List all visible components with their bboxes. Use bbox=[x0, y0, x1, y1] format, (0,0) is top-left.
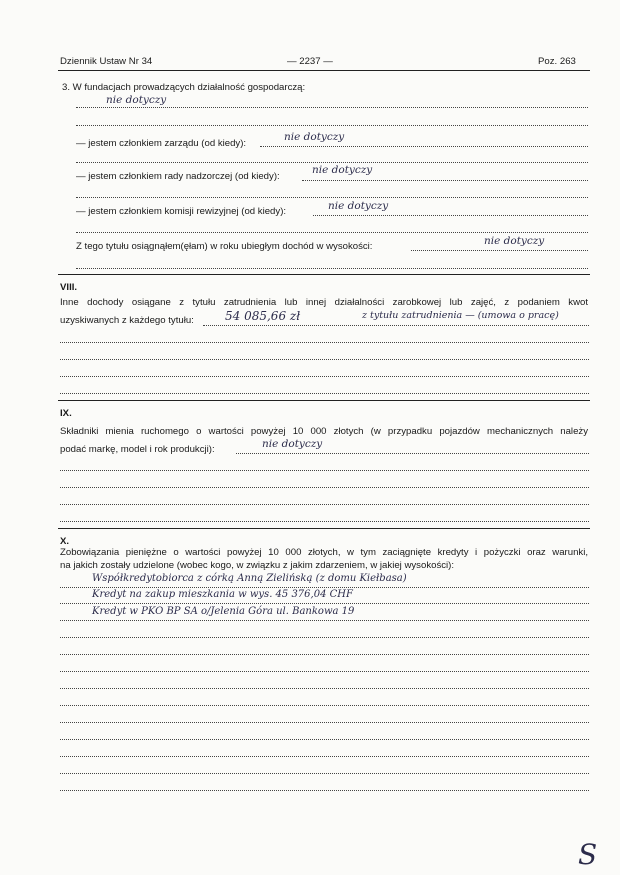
answer-line bbox=[203, 325, 589, 326]
answer-line bbox=[60, 521, 589, 522]
handwritten-initial: S bbox=[578, 838, 598, 871]
answer-line bbox=[60, 376, 589, 377]
position-number: Poz. 263 bbox=[538, 56, 576, 67]
section-x-answer-1: Współkredytobiorca z córką Anną Zielińską (z domu Kiełbasa) bbox=[92, 573, 407, 584]
answer-line bbox=[76, 125, 588, 126]
page-number: — 2237 — bbox=[287, 56, 333, 67]
section-viii-numeral: VIII. bbox=[60, 282, 78, 293]
section-ix-answer: nie dotyczy bbox=[262, 438, 323, 450]
answer-line bbox=[60, 671, 589, 672]
answer-line bbox=[60, 756, 589, 757]
header-rule bbox=[58, 70, 590, 71]
supervisory-board-label: — jestem członkiem rady nadzorczej (od kiedy): bbox=[76, 171, 280, 182]
item3-answer: nie dotyczy bbox=[106, 94, 167, 106]
section-divider bbox=[58, 274, 590, 275]
answer-line bbox=[60, 722, 589, 723]
section-x-answer-3: Kredyt w PKO BP SA o/Jelenia Góra ul. Bankowa 19 bbox=[92, 606, 355, 617]
section-ix-label: podać markę, model i rok produkcji): bbox=[60, 444, 215, 455]
board-member-label: — jestem członkiem zarządu (od kiedy): bbox=[76, 138, 247, 149]
answer-line bbox=[60, 620, 589, 621]
section-viii-label: uzyskiwanych z każdego tytułu: bbox=[60, 315, 194, 326]
income-answer: nie dotyczy bbox=[484, 235, 545, 247]
answer-line bbox=[60, 487, 589, 488]
item3-label: 3. W fundacjach prowadzących działalność gospodarczą: bbox=[62, 82, 306, 93]
answer-line bbox=[60, 470, 589, 471]
answer-line bbox=[76, 197, 588, 198]
section-x-text: Zobowiązania pieniężne o wartości powyżej 10 000 złotych, w tym zaciągnięte kredyty i pożyczki oraz warunki, bbox=[60, 547, 588, 558]
answer-line bbox=[76, 162, 588, 163]
section-x-numeral: X. bbox=[60, 536, 70, 547]
answer-line bbox=[313, 215, 588, 216]
answer-line bbox=[60, 637, 589, 638]
answer-line bbox=[60, 393, 589, 394]
section-divider bbox=[58, 400, 590, 401]
audit-committee-answer: nie dotyczy bbox=[328, 200, 389, 212]
answer-line bbox=[60, 773, 589, 774]
answer-line bbox=[60, 587, 589, 588]
answer-line bbox=[60, 790, 589, 791]
answer-line bbox=[411, 250, 588, 251]
answer-line bbox=[76, 107, 588, 108]
section-ix-numeral: IX. bbox=[60, 408, 72, 419]
answer-line bbox=[60, 739, 589, 740]
answer-line bbox=[60, 705, 589, 706]
answer-line bbox=[76, 232, 588, 233]
answer-line bbox=[236, 453, 589, 454]
answer-line bbox=[60, 603, 589, 604]
audit-committee-label: — jestem członkiem komisji rewizyjnej (od kiedy): bbox=[76, 206, 287, 217]
answer-line bbox=[302, 180, 588, 181]
answer-line bbox=[60, 688, 589, 689]
section-divider bbox=[58, 528, 590, 529]
section-viii-detail: z tytułu zatrudnienia — (umowa o pracę) bbox=[362, 310, 559, 321]
section-x-answer-2: Kredyt na zakup mieszkania w wys. 45 376,04 CHF bbox=[92, 589, 353, 600]
section-x-label: na jakich zostały udzielone (wobec kogo, w związku z jakim zdarzeniem, w jakiej wysokości): bbox=[60, 560, 455, 571]
answer-line bbox=[60, 342, 589, 343]
journal-name: Dziennik Ustaw Nr 34 bbox=[60, 56, 153, 67]
section-ix-text: Składniki mienia ruchomego o wartości powyżej 10 000 złotych (w przypadku pojazdów mechanicznych należy bbox=[60, 426, 588, 437]
section-viii-text: Inne dochody osiągane z tytułu zatrudnienia lub innej działalności zarobkowej lub zajęć, z podaniem kwot bbox=[60, 297, 588, 308]
answer-line bbox=[60, 654, 589, 655]
answer-line bbox=[260, 146, 588, 147]
supervisory-board-answer: nie dotyczy bbox=[312, 164, 373, 176]
income-label: Z tego tytułu osiągnąłem(ęłam) w roku ubiegłym dochód w wysokości: bbox=[76, 241, 373, 252]
answer-line bbox=[76, 268, 588, 269]
section-viii-amount: 54 085,66 zł bbox=[225, 309, 301, 323]
answer-line bbox=[60, 504, 589, 505]
answer-line bbox=[60, 359, 589, 360]
board-member-answer: nie dotyczy bbox=[284, 131, 345, 143]
